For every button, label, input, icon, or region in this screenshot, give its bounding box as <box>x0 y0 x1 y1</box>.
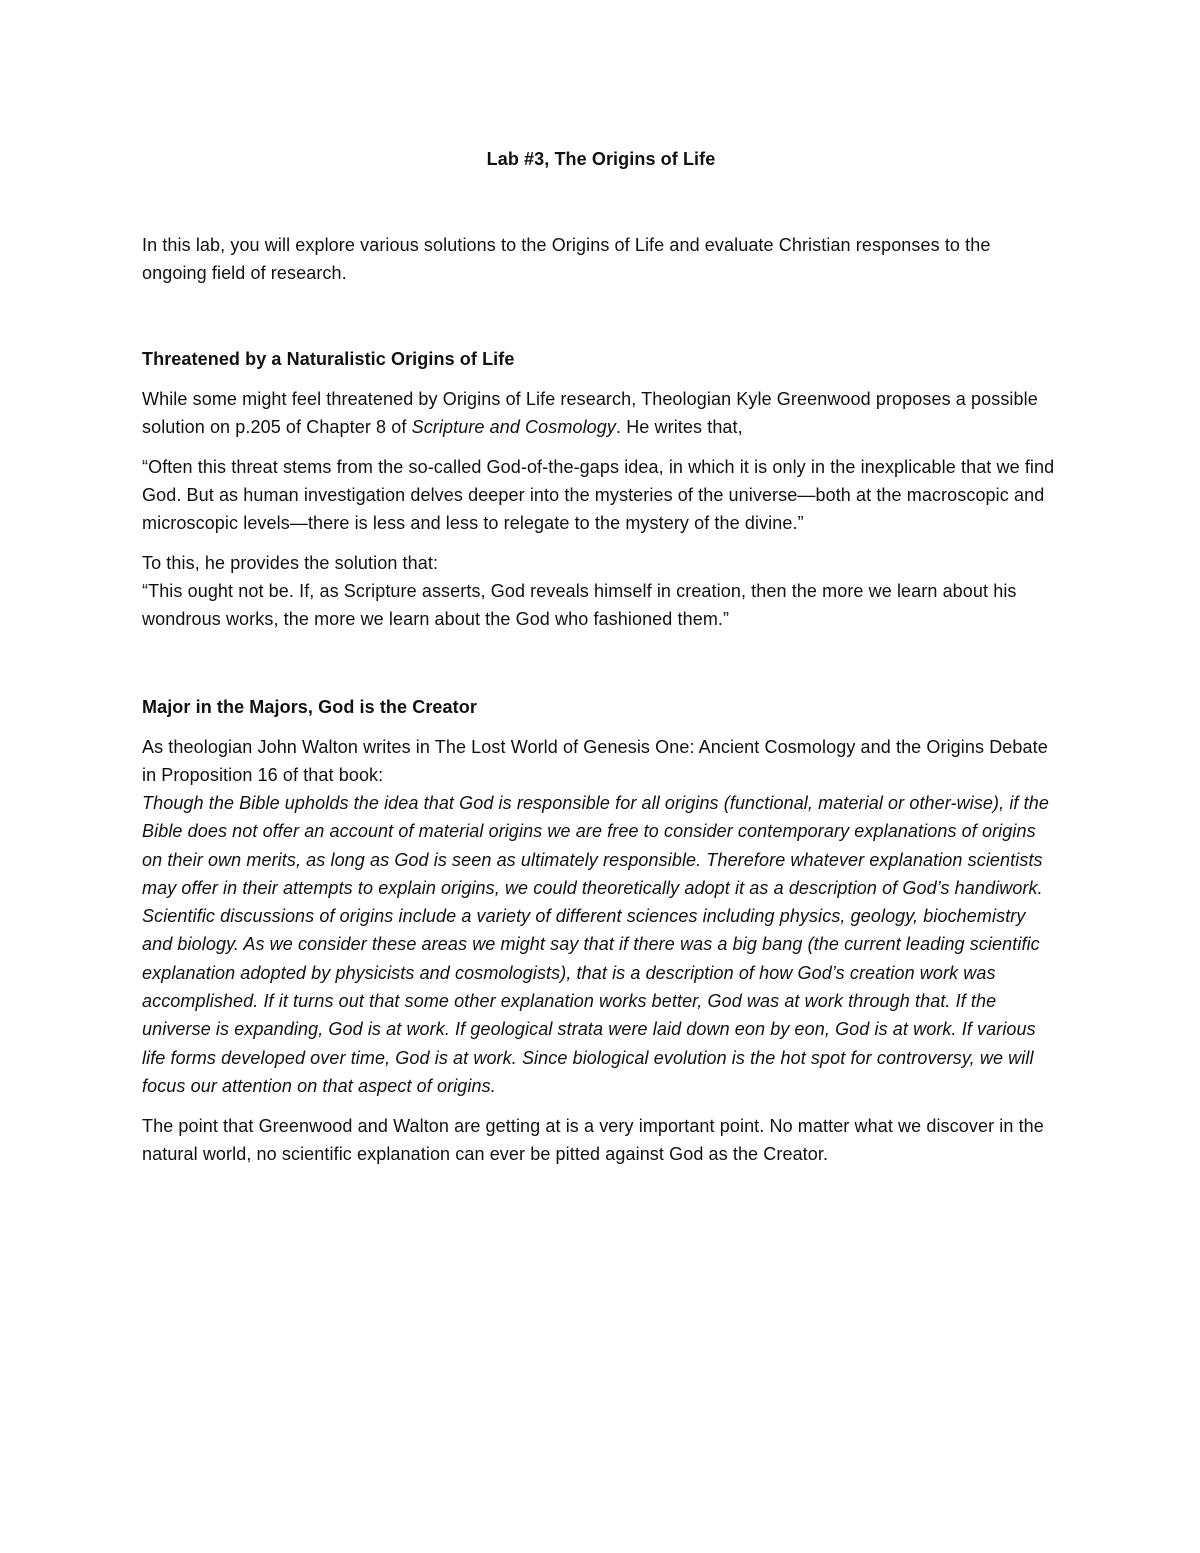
conclusion-paragraph: The point that Greenwood and Walton are getting at is a very important point. No matter what we discover in the natural world, no scientific explanation can ever be pitted against God as the Creator. <box>142 1116 1044 1165</box>
document-title: Lab #3, The Origins of Life <box>486 149 716 169</box>
solution-lead-in: To this, he provides the solution that: <box>142 553 439 573</box>
book-title-scripture-and-cosmology: Scripture and Cosmology <box>411 417 616 437</box>
greenwood-quote-1: “Often this threat stems from the so-called God-of-the-gaps idea, in which it is only in the inexplicable that we find God. But as human investigation delves deeper into the mysteries of the universe—both at the macroscopic and microscopic levels—there is less and less to relegate to the mystery of the divine.” <box>142 457 1055 533</box>
section-heading-threatened: Threatened by a Naturalistic Origins of Life <box>142 349 515 369</box>
greenwood-text-pre: While some might feel threatened by Origins of Life research, Theologian Kyle Greenwood proposes a possible solution on p.205 of Chapter 8 of <box>142 389 1038 437</box>
document-body <box>142 145 1060 1168</box>
intro-paragraph: In this lab, you will explore various solutions to the Origins of Life and evaluate Christian responses to the ongoing field of research. <box>142 235 991 283</box>
greenwood-text-post: . He writes that, <box>616 417 743 437</box>
walton-quote: Though the Bible upholds the idea that God is responsible for all origins (functional, material or other-wise), if the Bible does not offer an account of material origins we are free to consider contemporary explanations of origins on their own merits, as long as God is seen as ultimately responsible. Therefore whatever explanation scientists may offer in their attempts to explain origins, we could theoretically adopt it as a description of God’s handiwork. Scientific discussions of origins include a variety of different sciences including physics, geology, biochemistry and biology. As we consider these areas we might say that if there was a big bang (the current leading scientific explanation adopted by physicists and cosmologists), that is a description of how God’s creation work was accomplished. If it turns out that some other explanation works better, God was at work through that. If the universe is expanding, God is at work. If geological strata were laid down eon by eon, God is at work. If various life forms developed over time, God is at work. Since biological evolution is the hot spot for controversy, we will focus our attention on that aspect of origins. <box>142 793 1049 1096</box>
greenwood-quote-2: “This ought not be. If, as Scripture asserts, God reveals himself in creation, then the more we learn about his wondrous works, the more we learn about the God who fashioned them.” <box>142 581 1017 629</box>
walton-intro-paragraph: As theologian John Walton writes in The Lost World of Genesis One: Ancient Cosmology and the Origins Debate in Proposition 16 of that book: <box>142 737 1048 785</box>
greenwood-paragraph <box>142 385 1060 441</box>
section-heading-major-in-majors: Major in the Majors, God is the Creator <box>142 697 477 717</box>
